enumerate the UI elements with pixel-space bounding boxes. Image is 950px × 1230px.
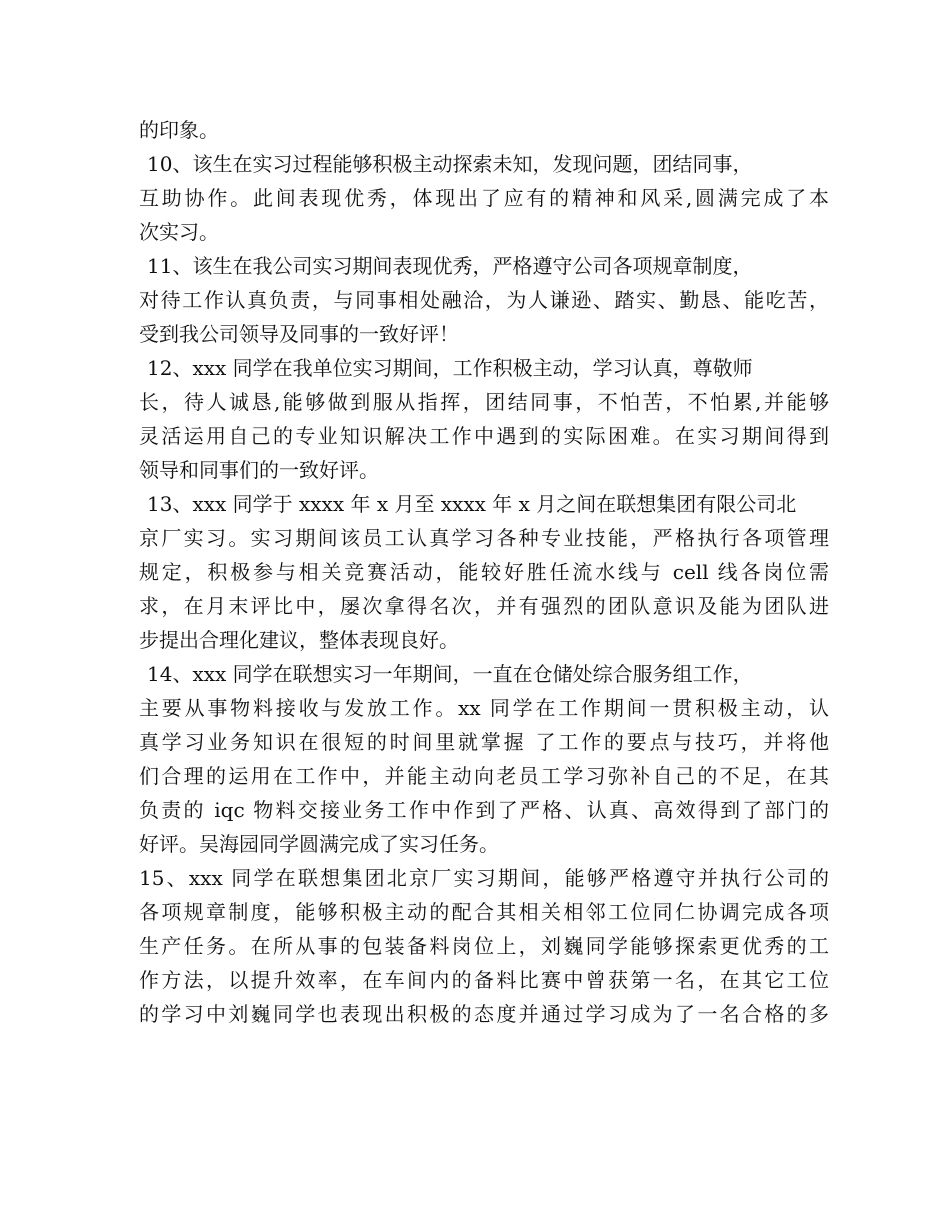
text-line: 步提出合理化建议，整体表现良好。 — [139, 628, 459, 652]
text-line: 的学习中刘巍同学也表现出积极的态度并通过学习成为了一名合格的多 — [139, 1002, 829, 1026]
text-line: 主要从事物料接收与发放工作。xx 同学在工作期间一贯积极主动，认 — [139, 696, 829, 720]
text-line: 10、该生在实习过程能够积极主动探索未知，发现问题，团结同事， — [147, 152, 753, 176]
text-line: 灵活运用自己的专业知识解决工作中遇到的实际困难。在实习期间得到 — [139, 424, 829, 448]
text-line: 们合理的运用在工作中，并能主动向老员工学习弥补自己的不足，在其 — [139, 764, 829, 788]
text-line: 11、该生在我公司实习期间表现优秀，严格遵守公司各项规章制度， — [147, 254, 753, 278]
text-line: 各项规章制度，能够积极主动的配合其相关相邻工位同仁协调完成各项 — [139, 900, 829, 924]
text-line: 生产任务。在所从事的包装备料岗位上，刘巍同学能够探索更优秀的工 — [139, 934, 829, 958]
text-line: 12、xxx 同学在我单位实习期间，工作积极主动，学习认真，尊敬师 — [147, 356, 753, 380]
text-line: 规定，积极参与相关竞赛活动，能较好胜任流水线与 cell 线各岗位需 — [139, 560, 829, 584]
text-line: 领导和同事们的一致好评。 — [139, 458, 379, 482]
text-line: 好评。吴海园同学圆满完成了实习任务。 — [139, 832, 499, 856]
text-line: 京厂实习。实习期间该员工认真学习各种专业技能，严格执行各项管理 — [139, 526, 829, 550]
text-line: 真学习业务知识在很短的时间里就掌握 了工作的要点与技巧，并将他 — [139, 730, 829, 754]
document-body — [139, 113, 829, 1031]
text-line: 15、xxx 同学在联想集团北京厂实习期间，能够严格遵守并执行公司的 — [139, 866, 829, 890]
text-line: 互助协作。此间表现优秀，体现出了应有的精神和风采,圆满完成了本 — [139, 186, 829, 210]
text-line: 13、xxx 同学于 xxxx 年 x 月至 xxxx 年 x 月之间在联想集团有限公司北 — [147, 492, 797, 516]
text-line: 求，在月末评比中，屡次拿得名次，并有强烈的团队意识及能为团队进 — [139, 594, 829, 618]
text-line: 对待工作认真负责，与同事相处融洽，为人谦逊、踏实、勤恳、能吃苦， — [139, 288, 829, 312]
text-line: 的印象。 — [139, 118, 219, 142]
text-line: 负责的 iqc 物料交接业务工作中作到了严格、认真、高效得到了部门的 — [139, 798, 829, 822]
text-line: 14、xxx 同学在联想实习一年期间，一直在仓储处综合服务组工作， — [147, 662, 753, 686]
text-line: 受到我公司领导及同事的一致好评！ — [139, 322, 459, 346]
text-line: 长，待人诚恳,能够做到服从指挥，团结同事，不怕苦，不怕累,并能够 — [139, 390, 829, 414]
text-line: 作方法，以提升效率，在车间内的备料比赛中曾获第一名，在其它工位 — [139, 968, 829, 992]
text-line: 次实习。 — [139, 220, 219, 244]
